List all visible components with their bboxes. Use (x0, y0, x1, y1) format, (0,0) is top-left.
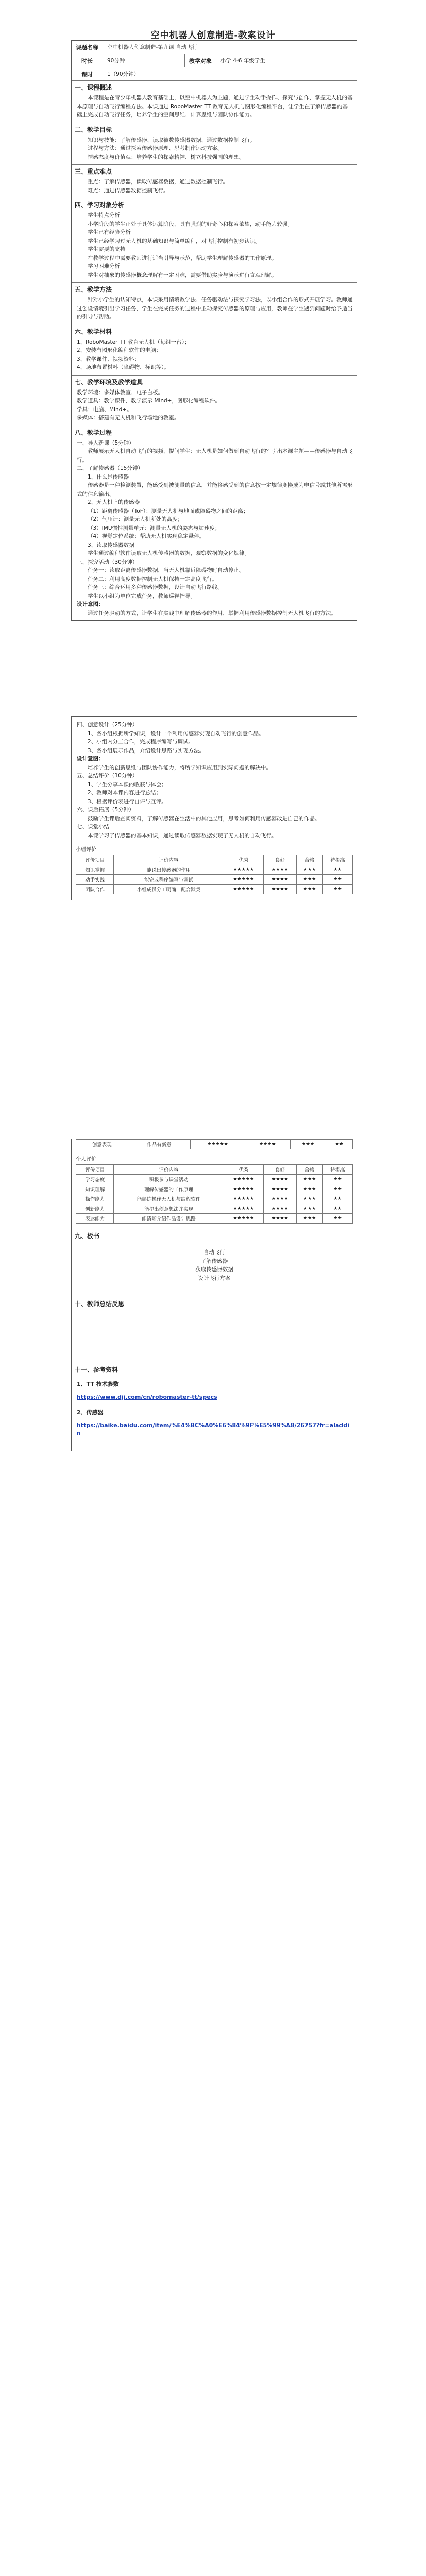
rating-cell: ★★★ (297, 875, 323, 885)
table-header-cell: 评价内容 (114, 1165, 224, 1175)
rating-cell: ★★★ (297, 1194, 323, 1204)
section-text: 针对小学生的认知特点，本课采用情境教学法、任务驱动法与探究学习法，以小组合作的形式开展学习。教师通过创设情境引出学习任务，学生在完成任务的过程中主动探究传感器的原理与应用，教师在学生遇到问题时给予适当的引导与帮助。 (77, 297, 353, 320)
process-line: 三、探究活动（30分钟） (77, 558, 138, 565)
lesson-plan-table-final (71, 1139, 357, 1451)
board-line: 获取传感器数据 (195, 1266, 233, 1273)
process-line: 一、导入新课（5分钟） (77, 439, 134, 446)
section-heading: 九、板书 (75, 1232, 100, 1240)
section-process (72, 426, 357, 621)
rating-cell: ★★★ (290, 1140, 326, 1149)
table-cell: 理解传感器的工作原理 (114, 1184, 224, 1194)
rating-cell: ★★★ (297, 1204, 323, 1214)
environment-line: 多媒体：搭建有无人机和飞行场地的教室。 (77, 415, 180, 421)
process-line: 五、总结评价（10分钟） (77, 773, 138, 779)
process-line: 2、无人机上的传感器 (88, 499, 140, 505)
process-line: 2、教师对本课内容进行总结； (88, 790, 162, 796)
duration-label: 时长 (72, 54, 103, 67)
process-line: 六、课后拓展（5分钟） (77, 807, 134, 813)
section-heading: 一、课程概述 (75, 84, 112, 91)
rating-cell: ★★★★★ (191, 1140, 245, 1149)
rating-cell: ★★★★★ (224, 1175, 263, 1184)
table-cell: 知识理解 (76, 1184, 114, 1194)
section-board (72, 1229, 357, 1291)
eval-individual-label: 个人评价 (76, 1157, 96, 1162)
meta-row-course (72, 41, 357, 54)
table-row (76, 1140, 353, 1149)
individual-evaluation-table (76, 1164, 353, 1224)
rating-cell: ★★★★ (263, 885, 296, 894)
process-line: （1）距离传感器（ToF）：测量无人机与地面或障碍物之间的距离； (88, 507, 249, 514)
meta-row-hours (72, 67, 357, 81)
process-line: 培养学生的创新思维与团队协作能力，将所学知识应用到实际问题的解决中。 (88, 764, 271, 771)
section-heading: 二、教学目标 (75, 126, 112, 133)
process-line: 学生通过编程软件读取无人机传感器的数据，观察数据的变化规律。 (88, 550, 250, 556)
table-header-cell: 待提高 (322, 1165, 352, 1175)
group-evaluation-table-continued (76, 1139, 353, 1149)
section-heading: 四、学习对象分析 (75, 201, 125, 209)
process-line: 任务一：读取距离传感器数据，当无人机靠近障碍物时自动停止。 (88, 567, 245, 573)
course-label: 课题名称 (72, 41, 103, 54)
process-line: 1、各小组根据所学知识，设计一个利用传感器实现自动飞行的创意作品。 (88, 730, 264, 737)
table-cell: 能说出传感器的作用 (114, 865, 224, 875)
page-title: 空中机器人创意制造-教案设计 (150, 30, 276, 41)
table-header-cell: 良好 (263, 855, 296, 865)
section-heading: 六、教学材料 (75, 328, 112, 335)
rating-cell: ★★★★★ (224, 1184, 263, 1194)
goal-line: 情感态度与价值观：培养学生的探索精神、树立科技强国的理想。 (88, 154, 245, 160)
hours-value: 1（90分钟） (107, 71, 140, 77)
rating-cell: ★★ (322, 885, 352, 894)
rating-cell: ★★ (322, 865, 352, 875)
process-line: 学生以小组为单位完成任务，教师巡视指导。 (88, 592, 196, 599)
rating-cell: ★★★★★ (224, 885, 263, 894)
table-cell: 能清晰介绍作品设计思路 (114, 1214, 224, 1224)
section-heading: 五、教学方法 (75, 286, 112, 293)
process-line: 二、了解传感器（15分钟） (77, 465, 143, 471)
process-line: 3、各小组展示作品，介绍设计思路与实现方法。 (88, 747, 205, 754)
analysis-line: 学生需要的支持 (88, 246, 126, 252)
table-cell: 积极参与课堂活动 (114, 1175, 224, 1184)
section-heading: 七、教学环境及教学道具 (75, 378, 143, 386)
hours-label: 课时 (72, 67, 103, 80)
process-line: 传感器是一种检测装置，能感受到被测量的信息，并能将感受到的信息按一定规律变换成为电信号或其他所需形式的信息输出。 (77, 482, 353, 497)
table-cell: 小组成员分工明确，配合默契 (114, 885, 224, 894)
rating-cell: ★★★★ (263, 1184, 296, 1194)
section-goals (72, 123, 357, 165)
rating-cell: ★★ (322, 875, 352, 885)
goal-line: 过程与方法：通过探索传感器原理、思考制作运动方案。 (88, 145, 223, 151)
key-point-line: 重点：了解传感器，读取传感器数据，通过数据控制飞行。 (88, 179, 228, 185)
section-evaluation-continued (72, 1139, 357, 1229)
section-reflection (72, 1291, 357, 1358)
rating-cell: ★★★★★ (224, 875, 263, 885)
group-evaluation-table (76, 855, 353, 894)
section-methods (72, 283, 357, 325)
rating-cell: ★★★★ (263, 865, 296, 875)
section-materials (72, 325, 357, 376)
rating-cell: ★★★★ (263, 1194, 296, 1204)
rating-cell: ★★ (322, 1184, 352, 1194)
rating-cell: ★★★★ (263, 1214, 296, 1224)
process-line: 通过任务驱动的方式，让学生在实践中理解传感器的作用，掌握利用传感器数据控制无人机飞行的方法。 (88, 609, 336, 616)
table-row (76, 1204, 353, 1214)
board-line: 自动飞行 (203, 1249, 225, 1256)
section-heading: 三、重点难点 (75, 168, 112, 175)
process-line: 2、小组内分工合作，完成程序编写与调试。 (88, 739, 194, 745)
table-header-row (76, 855, 353, 865)
rating-cell: ★★ (322, 1204, 352, 1214)
table-row (76, 1214, 353, 1224)
table-row (76, 1175, 353, 1184)
rating-cell: ★★ (322, 1175, 352, 1184)
process-line: 任务二：利用高度数据控制无人机保持一定高度飞行。 (88, 575, 217, 582)
rating-cell: ★★ (326, 1140, 353, 1149)
reference-link[interactable]: https://www.dji.com/cn/robomaster-tt/specs (77, 1393, 217, 1400)
table-cell: 创新能力 (76, 1204, 114, 1214)
material-line: 4、场地布置材料（障碍物、标识等）。 (77, 364, 169, 370)
table-cell: 作品有新意 (128, 1140, 191, 1149)
process-line: 本课学习了传感器的基本知识，通过读取传感器数据实现了无人机的自动飞行。 (88, 832, 277, 839)
table-cell: 表达能力 (76, 1214, 114, 1224)
process-line: 3、读取传感器数据 (88, 541, 134, 548)
process-line: 3、根据评价表进行自评与互评。 (88, 798, 167, 805)
table-header-cell: 优秀 (224, 855, 263, 865)
process-line: 七、课堂小结 (77, 824, 109, 830)
table-header-cell: 待提高 (322, 855, 352, 865)
reference-label: 2、传感器 (77, 1409, 104, 1416)
rating-cell: ★★★★★ (224, 1214, 263, 1224)
section-heading: 八、教学过程 (75, 429, 112, 436)
section-process-continued (72, 717, 357, 900)
section-heading: 十一、参考资料 (75, 1366, 118, 1374)
analysis-line: 学生已有经验分析 (88, 229, 131, 235)
goal-line: 知识与技能：了解传感器、读取被数传感器数据、通过数据控制飞行。 (88, 137, 255, 143)
rating-cell: ★★★★ (263, 1204, 296, 1214)
table-cell: 能熟练操作无人机与编程软件 (114, 1194, 224, 1204)
table-header-cell: 良好 (263, 1165, 296, 1175)
rating-cell: ★★ (322, 1214, 352, 1224)
key-point-line: 难点：通过传感器数据控制飞行。 (88, 187, 169, 194)
process-line: （4）视觉定位系统：帮助无人机实现稳定悬停。 (88, 533, 205, 539)
process-line: 教师展示无人机自动飞行的视频，提问学生：无人机是如何做到自动飞行的？引出本课主题——传感器与自动飞行。 (77, 448, 353, 463)
rating-cell: ★★★ (297, 865, 323, 875)
table-row (76, 1194, 353, 1204)
rating-cell: ★★★★ (245, 1140, 290, 1149)
lesson-plan-table (71, 40, 357, 621)
design-intent-label: 设计意图： (77, 601, 104, 607)
material-line: 1、RoboMaster TT 教育无人机（每组一台）； (77, 338, 190, 345)
meta-row-duration (72, 54, 357, 67)
table-header-row (76, 1165, 353, 1175)
rating-cell: ★★★ (297, 1214, 323, 1224)
material-line: 2、安装有图形化编程软件的电脑； (77, 347, 162, 353)
rating-cell: ★★★★★ (224, 1204, 263, 1214)
process-line: 任务三：综合运用多种传感器数据，设计自动飞行路线。 (88, 584, 223, 590)
rating-cell: ★★★★★ (224, 1194, 263, 1204)
table-cell: 能完成程序编写与调试 (114, 875, 224, 885)
analysis-line: 学生特点分析 (88, 212, 120, 218)
table-header-cell: 评价项目 (76, 855, 114, 865)
section-overview (72, 81, 357, 123)
target-value: 小学 4-6 年级学生 (220, 58, 265, 64)
lesson-plan-table-continued (71, 716, 357, 900)
rating-cell: ★★★★ (263, 1175, 296, 1184)
rating-cell: ★★ (322, 1194, 352, 1204)
design-intent-label: 设计意图： (77, 756, 104, 762)
process-line: 鼓励学生课后查阅资料，了解传感器在生活中的其他应用，思考如何利用传感器改进自己的作品。 (88, 815, 320, 822)
table-row (76, 1184, 353, 1194)
table-cell: 操作能力 (76, 1194, 114, 1204)
table-header-cell: 评价项目 (76, 1165, 114, 1175)
section-learner-analysis (72, 198, 357, 283)
section-key-points (72, 165, 357, 198)
table-cell: 动手实践 (76, 875, 114, 885)
environment-line: 教学道具：教学课件，教学演示 Mind+，图形化编程软件。 (77, 398, 220, 404)
course-value: 空中机器人创意制造-第九课 自动飞行 (107, 44, 198, 50)
analysis-line: 学生已经学习过无人机的基础知识与简单编程，对飞行控制有初步认识。 (88, 238, 261, 244)
duration-value: 90分钟 (103, 54, 185, 67)
analysis-line: 在教学过程中需要教师进行适当引导与示范，帮助学生理解传感器的工作原理。 (88, 255, 277, 261)
section-text: 本课程是在青少年机器人教育基础上，以空中机器人为主题，通过学生动手操作、探究与创作，掌握无人机的基本原理与自动飞行编程方法。本课通过 RoboMaster TT 教育无人机与图形化编程平台，让学生在了解传感器的基础上完成自动飞行任务，培养学生的空间思维、计算思维与团队协作能力。 (77, 95, 353, 118)
process-line: 1、学生分享本课的收获与体会； (88, 781, 167, 788)
reference-link[interactable]: https://baike.baidu.com/item/%E4%BC%A0%E6%84%9F%E5%99%A8/26757?fr=aladdin (77, 1421, 349, 1437)
rating-cell: ★★★★★ (224, 865, 263, 875)
table-cell: 知识掌握 (76, 865, 114, 875)
rating-cell: ★★★ (297, 1175, 323, 1184)
analysis-line: 学生对抽象的传感器概念理解有一定困难，需要借助实验与演示进行直观理解。 (88, 272, 277, 278)
process-line: 四、创意设计（25分钟） (77, 722, 138, 728)
table-cell: 学习态度 (76, 1175, 114, 1184)
board-line: 了解传感器 (200, 1258, 228, 1264)
target-label: 教学对象 (185, 54, 216, 67)
section-environment (72, 376, 357, 426)
process-line: 1、什么是传感器 (88, 473, 129, 480)
process-line: （2）气压计：测量无人机所处的高度； (88, 516, 183, 522)
table-header-cell: 合格 (297, 1165, 323, 1175)
environment-line: 学具：电脑、Mind+。 (77, 406, 132, 413)
table-header-cell: 优秀 (224, 1165, 263, 1175)
material-line: 3、教学课件、视频资料； (77, 355, 140, 362)
analysis-line: 学习困难分析 (88, 263, 120, 269)
table-cell: 团队合作 (76, 885, 114, 894)
section-references (72, 1358, 357, 1451)
rating-cell: ★★★ (297, 885, 323, 894)
board-line: 设计飞行方案 (198, 1275, 231, 1281)
table-header-cell: 评价内容 (114, 855, 224, 865)
table-cell: 创意表现 (76, 1140, 128, 1149)
eval-group-label: 小组评价 (76, 847, 96, 853)
environment-line: 教学环境：多媒体教室、电子白板。 (77, 389, 163, 396)
process-line: （3）IMU惯性测量单元：测量无人机的姿态与加速度； (88, 524, 220, 531)
reflection-text (72, 1309, 357, 1313)
table-row (76, 865, 353, 875)
table-row (76, 885, 353, 894)
reference-label: 1、TT 技术参数 (77, 1381, 119, 1387)
table-header-cell: 合格 (297, 855, 323, 865)
table-row (76, 875, 353, 885)
section-heading: 十、教师总结反思 (75, 1300, 125, 1308)
analysis-line: 小学阶段的学生正处于具体运算阶段，具有强烈的好奇心和探索欲望，动手能力较强。 (88, 221, 293, 227)
rating-cell: ★★★ (297, 1184, 323, 1194)
table-cell: 能提出创意想法并实现 (114, 1204, 224, 1214)
rating-cell: ★★★★ (263, 875, 296, 885)
